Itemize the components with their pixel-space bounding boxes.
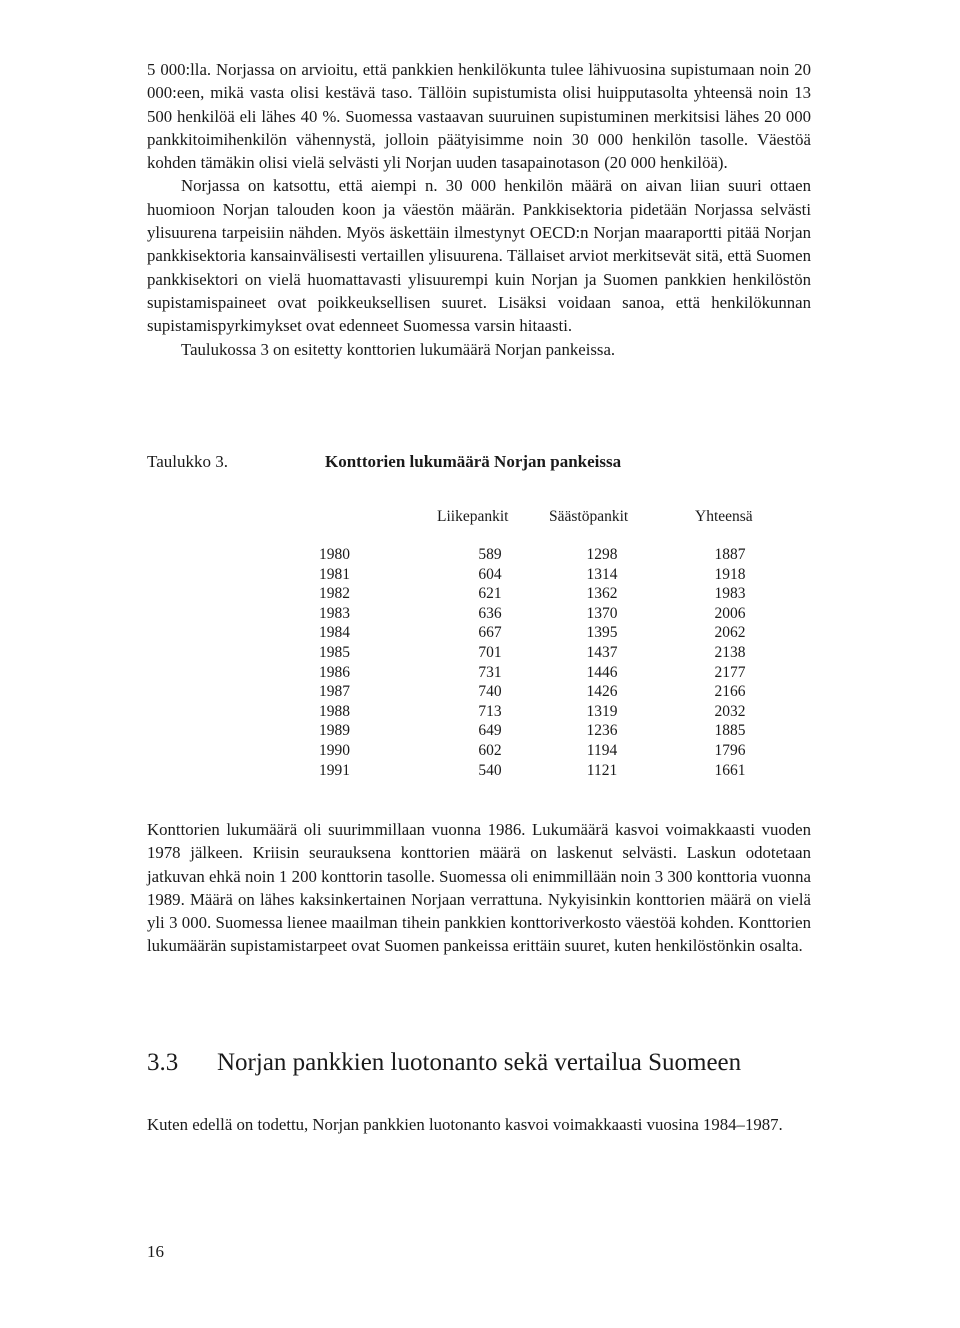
table-row (300, 742, 770, 762)
table-header-row (300, 508, 770, 532)
saastopankit-cell: 1362 (586, 585, 618, 603)
liikepankit-cell: 604 (478, 565, 502, 583)
saastopankit-cell: 1319 (586, 702, 618, 720)
table-row (300, 624, 770, 644)
section-number: 3.3 (147, 1049, 179, 1076)
liikepankit-cell: 667 (478, 624, 502, 642)
yhteensa-cell: 2032 (714, 702, 746, 720)
yhteensa-cell: 1887 (714, 546, 746, 563)
saastopankit-cell: 1437 (586, 643, 618, 661)
liikepankit-cell: 602 (478, 741, 502, 759)
liikepankit-cell: 589 (478, 546, 502, 563)
year-cell: 1982 (319, 585, 350, 603)
yhteensa-cell: 1983 (714, 585, 746, 603)
liikepankit-cell: 740 (478, 683, 502, 701)
column-header: Yhteensä (695, 508, 753, 525)
year-cell: 1988 (319, 702, 350, 720)
table-title: Konttorien lukumäärä Norjan pankeissa (325, 452, 622, 471)
table-row (300, 683, 770, 703)
liikepankit-cell: 731 (478, 663, 502, 681)
branch-count-table (300, 508, 770, 781)
table-label: Taulukko 3. (147, 452, 228, 471)
yhteensa-cell: 2177 (714, 663, 746, 681)
yhteensa-cell: 1918 (714, 565, 746, 583)
table-row (300, 546, 770, 566)
table-row (300, 664, 770, 684)
saastopankit-cell: 1426 (586, 683, 618, 701)
yhteensa-cell: 1661 (714, 761, 746, 779)
saastopankit-cell: 1298 (586, 546, 618, 563)
table-row (300, 585, 770, 605)
yhteensa-cell: 2062 (714, 624, 746, 642)
saastopankit-cell: 1446 (586, 663, 618, 681)
yhteensa-cell: 2138 (714, 643, 746, 661)
paragraph-text: Konttorien lukumäärä oli suurimmillaan vuonna 1986. Lukumäärä kasvoi voimakkaasti vuoden 1978 jälkeen. Kriisin seurauksena konttorien määrä on laskenut selvästi. Laskun odotetaan jatkuvan ehkä noin 1 200 konttorin tasolle. Suomessa oli enimmillään noin 3 300 konttoria vuonna 1989. Määrä on lähes kaksinkertainen Norjaan verrattuna. Nykyisinkin konttorien määrä on vielä yli 3 000. Suomessa lienee maailman tihein pankkien konttoriverkosto väestöä kohden. Konttorien lukumäärän supistamistarpeet ovat Suomen pankeissa erittäin suuret, kuten henkilöstönkin osalta. (147, 820, 811, 956)
paragraph-text: 5 000:lla. Norjassa on arvioitu, että pankkien henkilökunta tulee lähivuosina supistumaan noin 20 000:een, mikä vasta olisi kestävä taso. Tällöin supistumista olisi huipputasolta yhteensä noin 13 500 henkilöä eli lähes 40 %. Suomessa vastaavan suuruinen supistuminen merkitsisi lähes 20 000 pankkitoimihenkilön vähennystä, jolloin päätyisimme noin 30 000 henkilön tasolle. Väestöä kohden tämäkin olisi vielä selvästi yli Norjan uuden tasapainotason (20 000 henkilöä). (147, 60, 811, 173)
year-cell: 1983 (319, 604, 350, 622)
year-cell: 1980 (319, 546, 350, 563)
yhteensa-cell: 1885 (714, 722, 746, 740)
table-row (300, 644, 770, 664)
year-cell: 1991 (319, 761, 350, 779)
year-cell: 1989 (319, 722, 350, 740)
yhteensa-cell: 2166 (714, 683, 746, 701)
paragraph-text: Taulukossa 3 on esitetty konttorien lukumäärä Norjan pankeissa. (181, 339, 616, 359)
year-cell: 1985 (319, 643, 350, 661)
table-body (300, 546, 770, 781)
saastopankit-cell: 1121 (586, 761, 618, 779)
yhteensa-cell: 2006 (714, 604, 746, 622)
conclusion-paragraph (147, 818, 811, 958)
year-cell: 1984 (319, 624, 350, 642)
year-cell: 1990 (319, 741, 350, 759)
page-number: 16 (147, 1242, 164, 1261)
intro-paragraph (147, 58, 811, 361)
liikepankit-cell: 701 (478, 643, 502, 661)
section-paragraph (147, 1113, 811, 1136)
yhteensa-cell: 1796 (714, 741, 746, 759)
column-header: Säästöpankit (549, 508, 629, 525)
liikepankit-cell: 621 (478, 585, 502, 603)
saastopankit-cell: 1370 (586, 604, 618, 622)
year-cell: 1986 (319, 663, 350, 681)
liikepankit-cell: 713 (478, 702, 502, 720)
table-caption (147, 452, 811, 476)
saastopankit-cell: 1236 (586, 722, 618, 740)
liikepankit-cell: 636 (478, 604, 502, 622)
table-row (300, 703, 770, 723)
saastopankit-cell: 1314 (586, 565, 618, 583)
year-cell: 1981 (319, 565, 350, 583)
column-header: Liikepankit (437, 508, 509, 525)
table-row (300, 722, 770, 742)
year-cell: 1987 (319, 683, 350, 701)
paragraph-text: Norjassa on katsottu, että aiempi n. 30 000 henkilön määrä on aivan liian suuri ottaen huomioon Norjan talouden koon ja väestön määrän. Pankkisektoria pidetään Norjassa selvästi ylisuurena tarpeisiin nähden. Myös äskettäin ilmestynyt OECD:n Norjan maaraportti pitää Norjan pankkisektoria kansainvälisesti vertaillen ylisuurena. Tällaiset arviot merkitsevät sitä, että Suomen pankkisektori on vielä huomattavasti ylisuurempi kuin Norjan ja Suomen pankkien henkilöstön supistamispaineet ovat poikkeuksellisen suuret. Lisäksi voidaan sanoa, että henkilökunnan supistamispyrkimykset ovat edenneet Suomessa varsin hitaasti. (147, 176, 811, 336)
saastopankit-cell: 1194 (586, 741, 618, 759)
liikepankit-cell: 540 (478, 761, 502, 779)
section-title: Norjan pankkien luotonanto sekä vertailua Suomeen (217, 1049, 742, 1076)
table-row (300, 605, 770, 625)
saastopankit-cell: 1395 (586, 624, 618, 642)
liikepankit-cell: 649 (478, 722, 502, 740)
paragraph-text: Kuten edellä on todettu, Norjan pankkien luotonanto kasvoi voimakkaasti vuosina 1984–1987. (147, 1115, 783, 1134)
table-row (300, 566, 770, 586)
table-row (300, 762, 770, 782)
